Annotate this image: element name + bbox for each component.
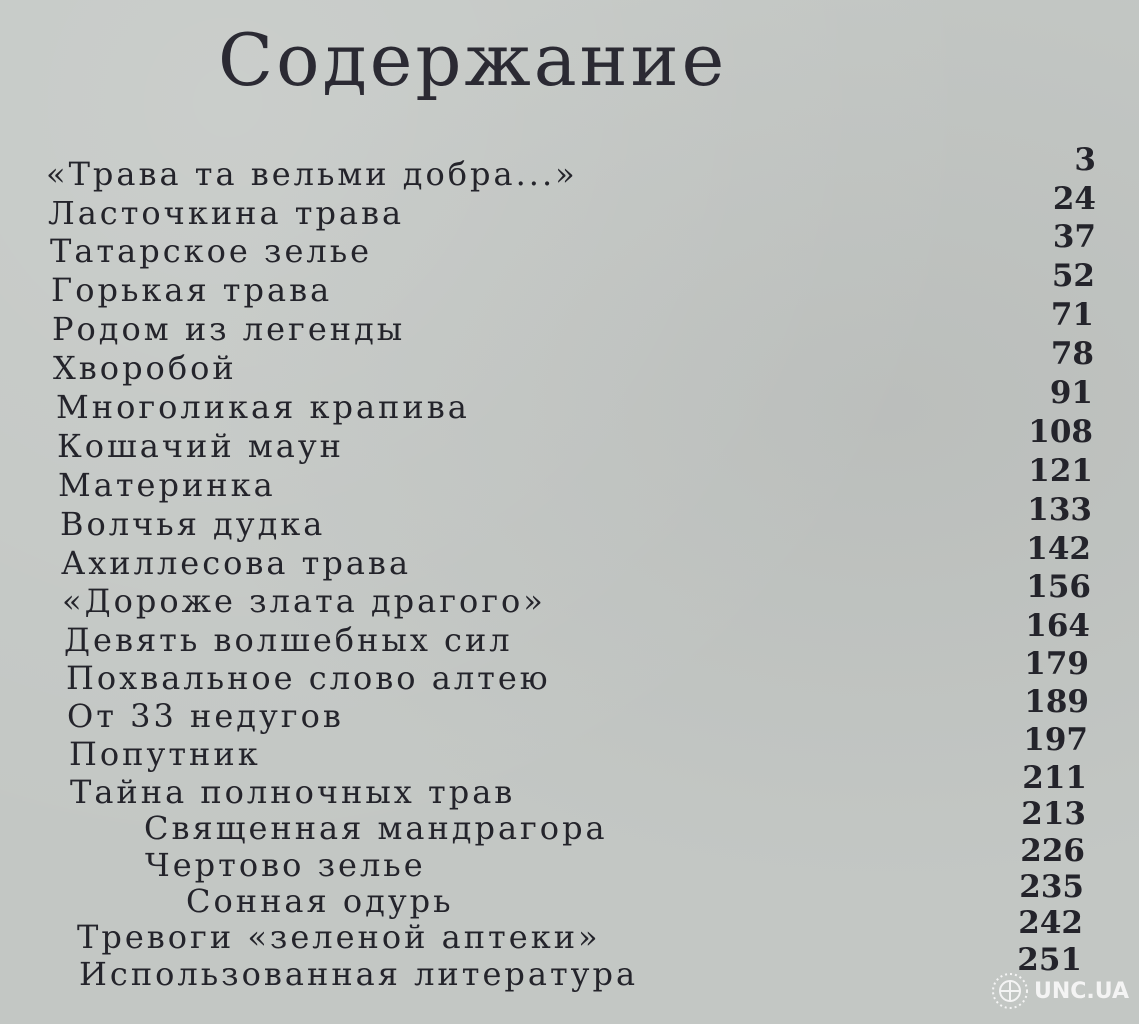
toc-entry bbox=[57, 414, 1093, 465]
toc-entry-page-number: 235 bbox=[1019, 869, 1084, 905]
toc-entry-title: Кошачий маун bbox=[57, 427, 344, 465]
toc-entry bbox=[60, 492, 1092, 543]
toc-entry bbox=[53, 336, 1094, 387]
toc-entry bbox=[67, 684, 1089, 735]
toc-entry bbox=[50, 219, 1096, 270]
toc-entry-title: От 33 недугов bbox=[67, 697, 344, 735]
toc-entry-title: Использованная литература bbox=[79, 955, 639, 993]
page-title: Содержание bbox=[218, 18, 728, 102]
toc-entry-page-number: 71 bbox=[1050, 297, 1094, 333]
toc-entry-page-number: 251 bbox=[1017, 942, 1082, 978]
toc-entry-page-number: 78 bbox=[1050, 336, 1094, 372]
toc-entry-title: Тайна полночных трав bbox=[70, 773, 516, 811]
toc-entry-page-number: 37 bbox=[1052, 219, 1096, 255]
toc-entry bbox=[62, 569, 1091, 620]
toc-entry-page-number: 189 bbox=[1024, 684, 1089, 720]
toc-entry-title: Чертово зелье bbox=[145, 846, 426, 884]
toc-entry bbox=[46, 142, 1096, 193]
toc-entry bbox=[77, 905, 1083, 956]
toc-entry-page-number: 213 bbox=[1021, 796, 1086, 832]
toc-entry-page-number: 211 bbox=[1022, 760, 1087, 796]
toc-entry-title: Сонная одурь bbox=[186, 882, 454, 920]
toc-entry-title: Волчья дудка bbox=[60, 505, 326, 543]
toc-entry-page-number: 142 bbox=[1026, 531, 1091, 567]
toc-entry-title: Ласточкина трава bbox=[48, 194, 405, 232]
toc-entry-title: «Трава та вельми добра...» bbox=[46, 155, 578, 193]
toc-entry-page-number: 156 bbox=[1026, 569, 1091, 605]
toc-entry bbox=[70, 760, 1087, 811]
toc-entry-page-number: 133 bbox=[1027, 492, 1092, 528]
toc-entry bbox=[56, 375, 1093, 426]
toc-entry bbox=[48, 181, 1096, 232]
toc-entry-title: Хворобой bbox=[53, 349, 237, 387]
toc-entry bbox=[58, 453, 1093, 504]
toc-entry bbox=[64, 608, 1090, 659]
toc-entry bbox=[79, 942, 1082, 993]
toc-entry bbox=[66, 646, 1089, 697]
toc-entry-title: Попутник bbox=[69, 735, 261, 773]
toc-entry-title: Похвальное слово алтею bbox=[66, 659, 551, 697]
toc-entry-title: Многоликая крапива bbox=[56, 388, 470, 426]
toc-entry bbox=[51, 258, 1095, 309]
toc-entry-page-number: 164 bbox=[1025, 608, 1090, 644]
toc-entry-page-number: 242 bbox=[1018, 905, 1083, 941]
globe-icon bbox=[990, 971, 1030, 1011]
toc-entry-title: Тревоги «зеленой аптеки» bbox=[77, 918, 601, 956]
toc-entry bbox=[61, 531, 1091, 582]
toc-entry-title: Девять волшебных сил bbox=[64, 621, 513, 659]
toc-entry-title: Ахиллесова трава bbox=[61, 544, 412, 582]
toc-entry bbox=[69, 722, 1088, 773]
toc-entry-title: Священная мандрагора bbox=[144, 809, 608, 847]
toc-entry bbox=[52, 297, 1094, 348]
toc-entry-title: «Дороже злата драгого» bbox=[62, 582, 546, 620]
toc-entry-page-number: 197 bbox=[1023, 722, 1088, 758]
toc-entry-title: Материнка bbox=[58, 466, 276, 504]
toc-entry-page-number: 24 bbox=[1052, 181, 1096, 217]
watermark-text: UNC.UA bbox=[1034, 978, 1129, 1004]
toc-entry-title: Родом из легенды bbox=[52, 310, 406, 348]
toc-entry-page-number: 108 bbox=[1028, 414, 1093, 450]
toc-entry-page-number: 52 bbox=[1051, 258, 1095, 294]
toc-entry-page-number: 226 bbox=[1020, 833, 1085, 869]
toc-entry-page-number: 3 bbox=[1074, 142, 1096, 178]
toc-entry bbox=[144, 796, 1086, 847]
toc-entry-title: Татарское зелье bbox=[50, 232, 373, 270]
toc-entry-title: Горькая трава bbox=[51, 271, 333, 309]
toc-entry-page-number: 91 bbox=[1049, 375, 1093, 411]
toc-entry-page-number: 121 bbox=[1028, 453, 1093, 489]
toc-entry-page-number: 179 bbox=[1024, 646, 1089, 682]
toc-entry bbox=[145, 833, 1085, 884]
toc-entry bbox=[186, 869, 1084, 920]
watermark bbox=[990, 968, 1129, 1014]
